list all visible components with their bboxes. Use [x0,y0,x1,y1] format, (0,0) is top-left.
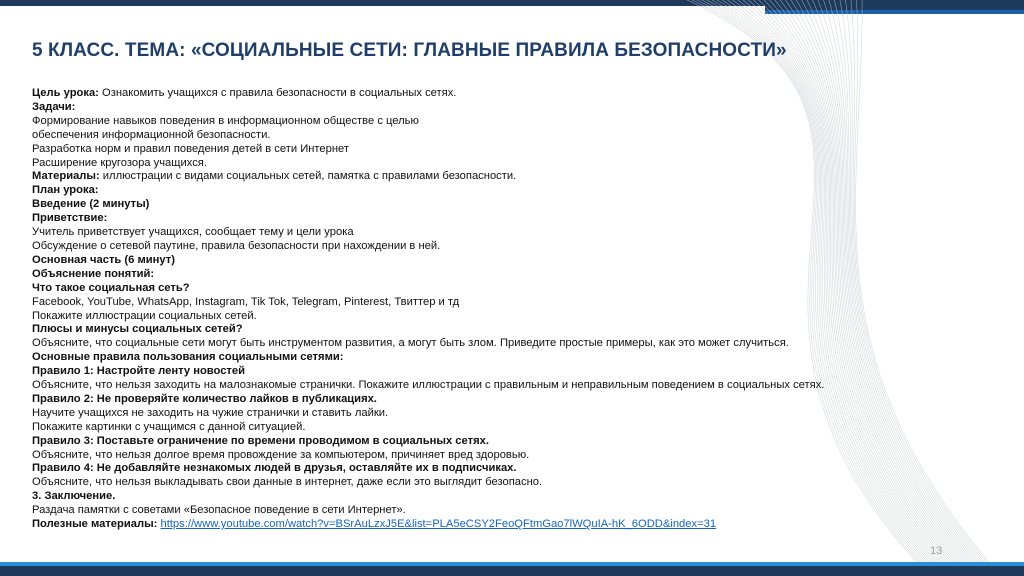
text-line [32,115,932,129]
text-line [32,421,932,435]
text-line [32,101,932,115]
page-number: 13 [930,545,943,557]
slide-title: 5 КЛАСС. ТЕМА: «СОЦИАЛЬНЫЕ СЕТИ: ГЛАВНЫЕ ПРАВИЛА БЕЗОПАСНОСТИ» [32,40,787,61]
bold-label: Правило 1: Настройте ленту новостей [32,365,245,378]
text-line [32,212,932,226]
line-text: Обсуждение о сетевой паутине, правила безопасности при нахождении в ней. [32,239,441,252]
text-line [32,198,932,212]
bold-label: Приветствие: [32,212,108,225]
lesson-plan-text [32,87,932,532]
text-line [32,435,932,449]
line-text: Формирование навыков поведения в информационном обществе с целью [32,114,419,127]
line-text: Покажите картинки с учащимся с данной ситуацией. [32,420,306,433]
useful-materials-label: Полезные материалы: [32,518,158,531]
bold-label: 3. Заключение. [32,490,116,503]
bold-label: Материалы: [32,170,100,183]
text-line [32,462,932,476]
text-line [32,87,932,101]
youtube-link[interactable]: https://www.youtube.com/watch?v=BSrAuLzxJ5E&list=PLA5eCSY2FeoQFtmGao7lWQuIA-hK_6ODD&index=31 [160,518,717,531]
text-line [32,379,932,393]
line-text: Объясните, что социальные сети могут быть инструментом развития, а могут быть злом. Приведите простые примеры, как это может случиться. [32,337,789,350]
text-line [32,393,932,407]
text-line [32,282,932,296]
useful-materials-line [32,518,932,532]
line-text: Расширение кругозора учащихся. [32,156,207,169]
line-text: Учитель приветствует учащихся, сообщает тему и цели урока [32,226,354,239]
text-line [32,351,932,365]
text-line [32,170,932,184]
line-text: Объясните, что нельзя выкладывать свои данные в интернет, даже если это выглядит безопасно. [32,476,543,489]
line-text: обеспечения информационной безопасности. [32,128,271,141]
bottom-bar [0,566,1024,576]
bold-label: Что такое социальная сеть? [32,281,190,294]
line-text: Разработка норм и правил поведения детей в сети Интернет [32,142,350,155]
text-line [32,323,932,337]
bold-label: Плюсы и минусы социальных сетей? [32,323,243,336]
line-text: Facebook, YouTube, WhatsApp, Instagram, Tik Tok, Telegram, Pinterest, Твиттер и тд [32,295,460,308]
line-text: Покажите иллюстрации социальных сетей. [32,309,257,322]
line-text: Ознакомить учащихся с правила безопасности в социальных сетях. [98,87,457,99]
text-line [32,268,932,282]
bold-label: План урока: [32,184,99,197]
text-line [32,490,932,504]
bold-label: Правило 4: Не добавляйте незнакомых людей в друзья, оставляйте их в подписчиках. [32,462,517,475]
text-line [32,337,932,351]
line-text: Раздача памятки с советами «Безопасное поведение в сети Интернет». [32,504,406,517]
bold-label: Правило 3: Поставьте ограничение по времени проводимом в социальных сетях. [32,434,489,447]
line-text: иллюстрации с видами социальных сетей, памятка с правилами безопасности. [99,170,517,183]
text-line [32,296,932,310]
bold-label: Объяснение понятий: [32,267,155,280]
text-line [32,504,932,518]
text-line [32,129,932,143]
text-line [32,143,932,157]
text-line [32,184,932,198]
text-line [32,449,932,463]
bold-label: Введение (2 минуты) [32,198,150,211]
text-line [32,157,932,171]
line-text: Объясните, что нельзя заходить на малознакомые странички. Покажите иллюстрации с правильным и неправильным поведением в социальных сетях. [32,379,825,392]
text-line [32,310,932,324]
text-line [32,476,932,490]
text-line [32,254,932,268]
bold-label: Основная часть (6 минут) [32,253,175,266]
text-line [32,226,932,240]
line-text: Научите учащихся не заходить на чужие странички и ставить лайки. [32,406,389,419]
line-text: Объясните, что нельзя долгое время провождение за компьютером, причиняет вред здоровью. [32,448,530,461]
bold-label: Задачи: [32,100,76,113]
text-line [32,407,932,421]
bold-label: Основные правила пользования социальными сетями: [32,351,344,364]
bold-label: Цель урока: [32,87,99,99]
text-line [32,240,932,254]
text-line [32,365,932,379]
bold-label: Правило 2: Не проверяйте количество лайков в публикациях. [32,392,377,405]
